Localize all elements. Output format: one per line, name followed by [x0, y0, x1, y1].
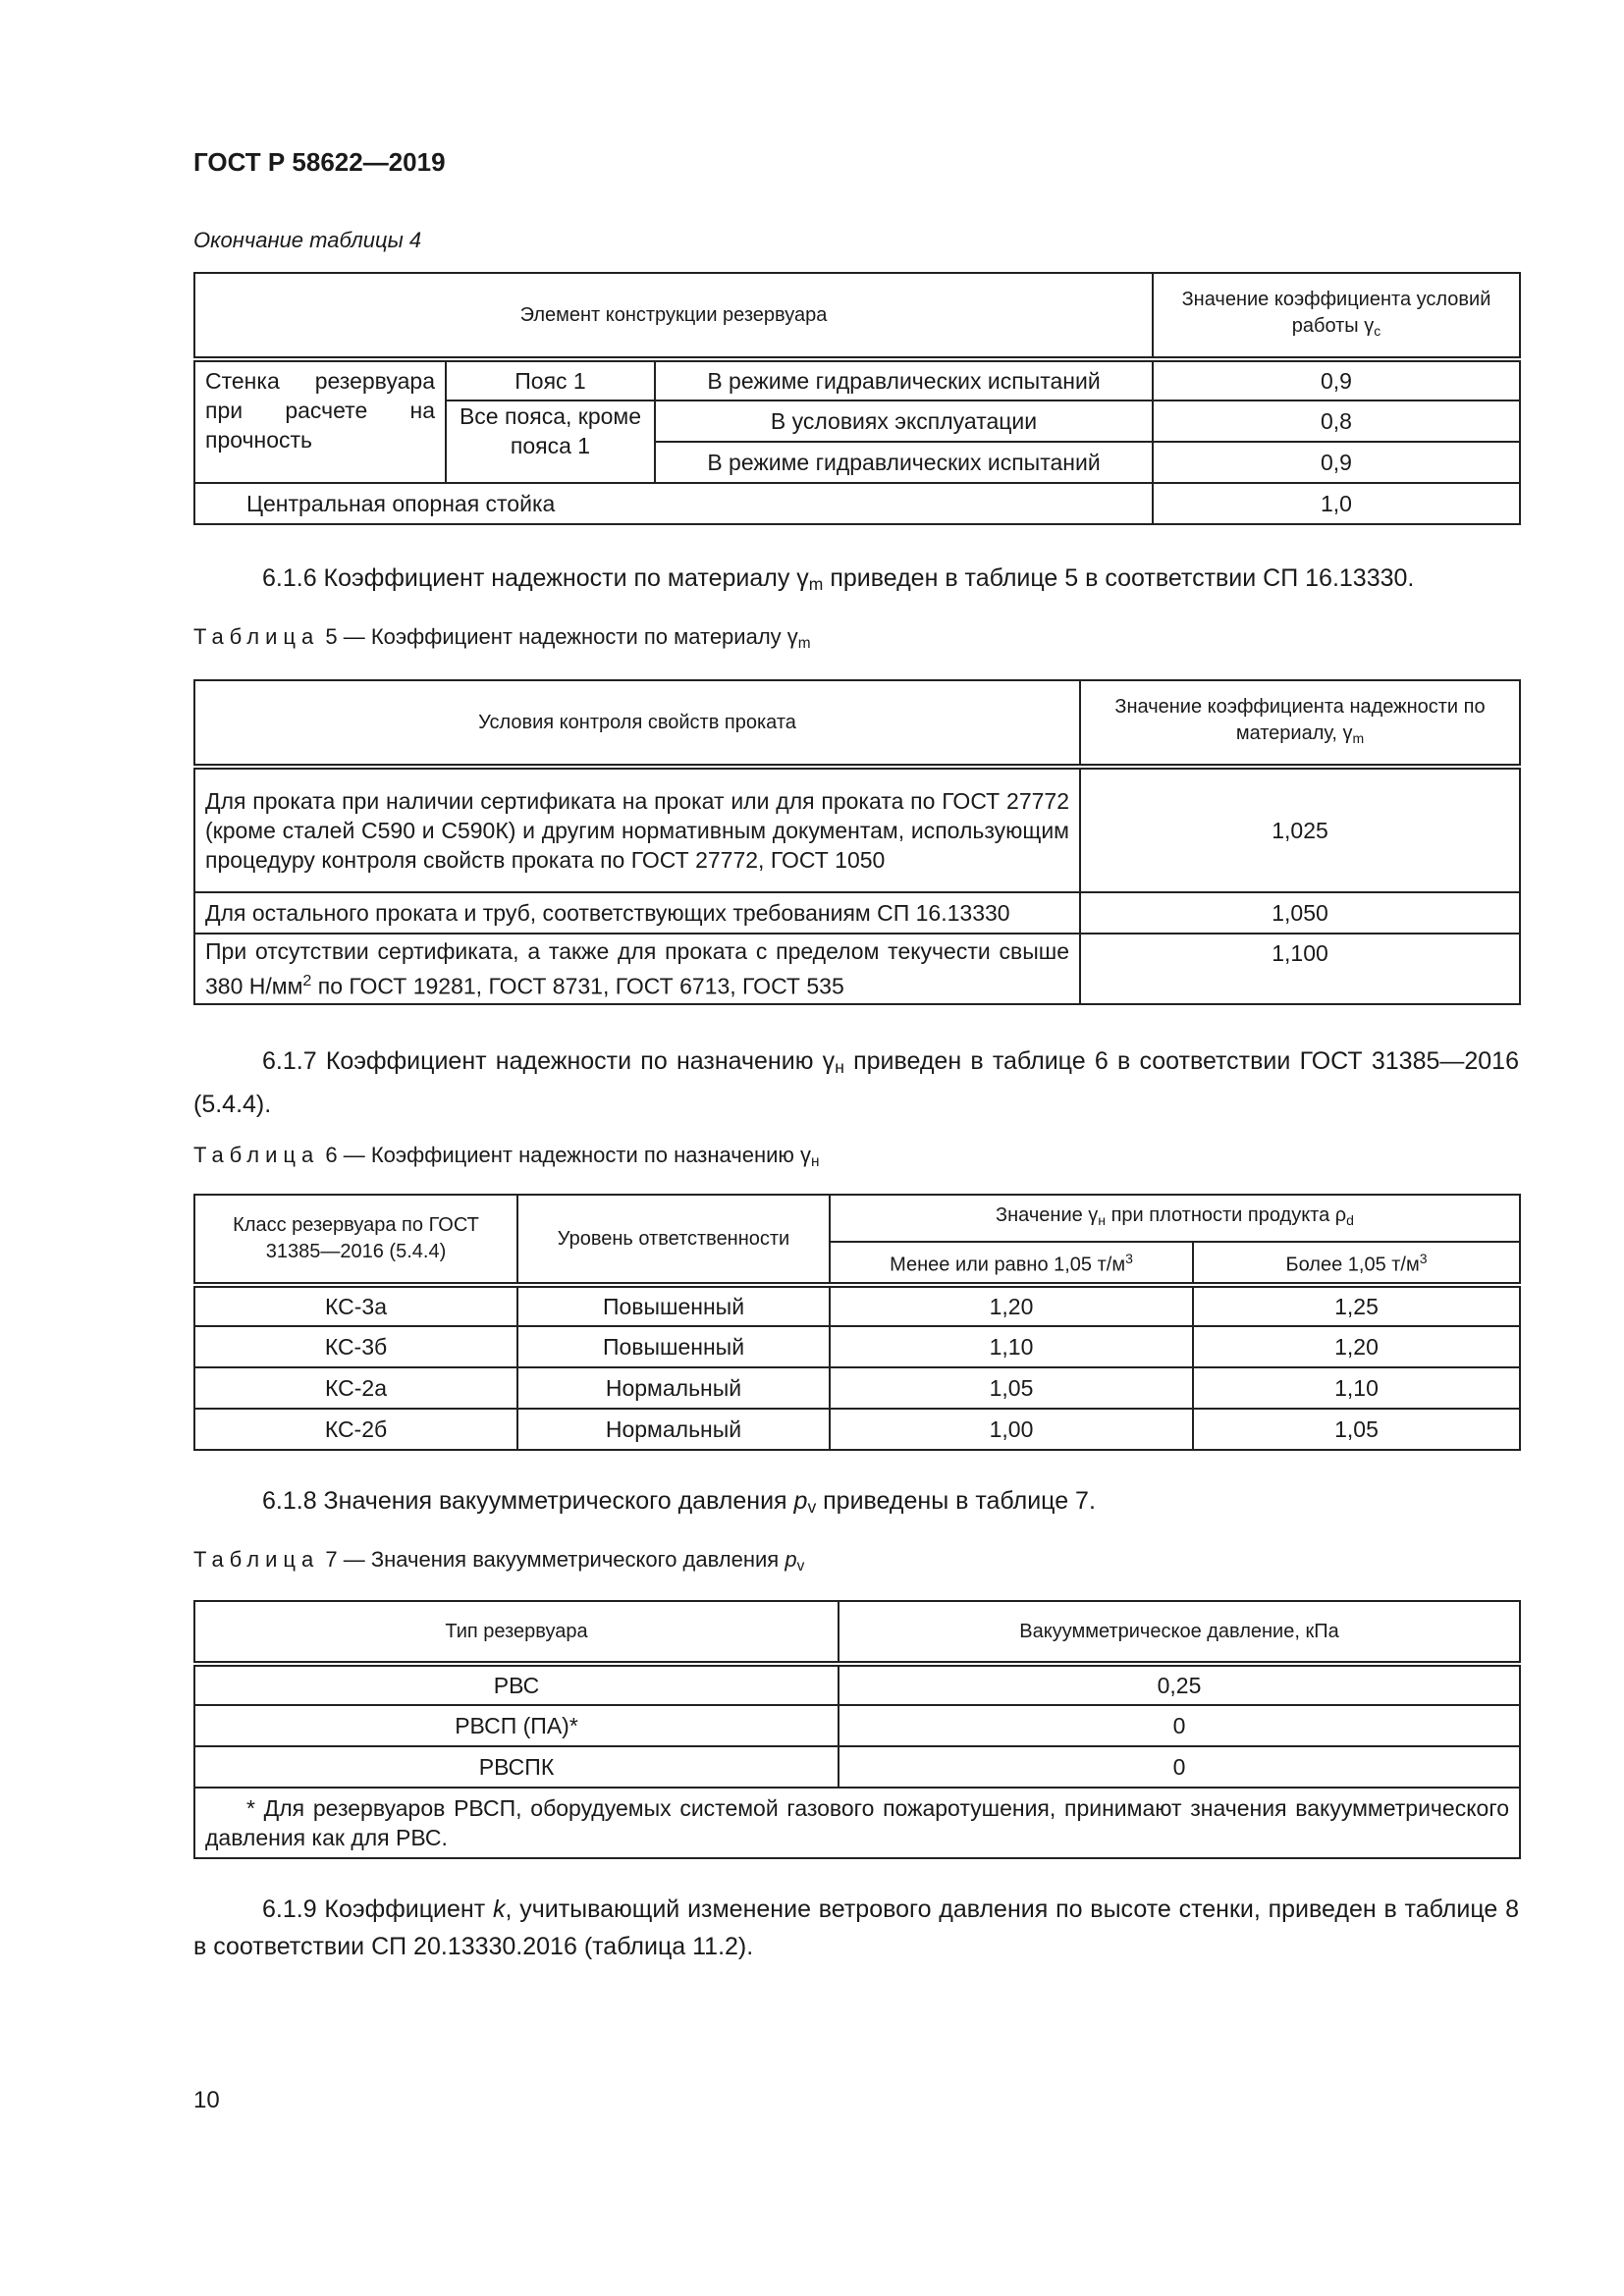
table-row [194, 892, 1520, 934]
table4-condition: В условиях эксплуатации [655, 400, 1153, 442]
table4-header-element: Элемент конструкции резервуара [194, 273, 1153, 359]
table6-class: КС-3а [194, 1285, 517, 1326]
paragraph-6-1-7: 6.1.7 Коэффициент надежности по назначению $\gamma_н$ приведен в таблице 6 в соответствии ГОСТ 31385—2016 (5.4.4). [193, 1047, 1519, 1118]
table6-caption: Таблица 6 — Коэффициент надежности по назначению $\gamma_н$ [193, 1143, 820, 1170]
paragraph-6-1-9: 6.1.9 Коэффициент k, учитывающий изменение ветрового давления по высоте стенки, приведен в таблице 8 в соответствии СП 20.13330.2016 (таблица 11.2). [193, 1896, 1519, 1960]
table6-high: 1,20 [1193, 1326, 1520, 1367]
table4-belt1: Пояс 1 [446, 359, 655, 400]
table6-header-low-density: Менее или равно 1,05 $т/м^3$ [830, 1242, 1193, 1285]
table6-low: 1,00 [830, 1409, 1193, 1450]
table7-type: РВС [194, 1664, 839, 1705]
table5-value: 1,050 [1080, 892, 1520, 934]
table4-value: 0,9 [1153, 442, 1520, 483]
table6-low: 1,20 [830, 1285, 1193, 1326]
table7-header-type: Тип резервуара [194, 1601, 839, 1664]
table4-central-label: Центральная опорная стойка [194, 483, 1153, 524]
table6-level: Нормальный [517, 1409, 830, 1450]
table-row [194, 1664, 1520, 1705]
table7-value: 0 [839, 1705, 1520, 1746]
table-row [194, 934, 1520, 1004]
table-4 [193, 272, 1521, 525]
table4-condition: В режиме гидравлических испытаний [655, 359, 1153, 400]
table4-wall-label: Стенка резервуара при расчете на прочность [194, 359, 446, 483]
table6-low: 1,05 [830, 1367, 1193, 1409]
table7-type: РВСП (ПА)* [194, 1705, 839, 1746]
table6-high: 1,10 [1193, 1367, 1520, 1409]
table-5 [193, 679, 1521, 1005]
table5-condition: При отсутствии сертификата, а также для проката с пределом текучести свыше 380 $Н/мм^2$ по ГОСТ 19281, ГОСТ 8731, ГОСТ 6713, ГОСТ 535 [194, 934, 1080, 1004]
table5-caption: Таблица 5 — Коэффициент надежности по материалу $\gamma_m$ [193, 624, 811, 652]
table4-header-value: Значение коэффициента условий работы $\gamma_c$ [1153, 273, 1520, 359]
table5-condition: Для проката при наличии сертификата на прокат или для проката по ГОСТ 27772 (кроме сталей С590 и С590К) и другим нормативным документам, использующим процедуру контроля свойств проката по ГОСТ 27772, ГОСТ 1050 [194, 767, 1080, 892]
table5-condition: Для остального проката и труб, соответствующих требованиям СП 16.13330 [194, 892, 1080, 934]
table4-value: 0,8 [1153, 400, 1520, 442]
table6-high: 1,05 [1193, 1409, 1520, 1450]
table7-value: 0,25 [839, 1664, 1520, 1705]
paragraph-6-1-6: 6.1.6 Коэффициент надежности по материалу $\gamma_m$ приведен в таблице 5 в соответствии СП 16.13330. [262, 564, 1415, 594]
table5-value: 1,025 [1080, 767, 1520, 892]
table5-value: 1,100 [1080, 934, 1520, 1004]
table4-value: 0,9 [1153, 359, 1520, 400]
table7-value: 0 [839, 1746, 1520, 1788]
table-row [194, 483, 1520, 524]
table7-caption: Таблица 7 — Значения вакуумметрического давления $p_v$ [193, 1547, 805, 1575]
table-6 [193, 1194, 1521, 1451]
table4-condition: В режиме гидравлических испытаний [655, 442, 1153, 483]
table6-class: КС-2а [194, 1367, 517, 1409]
table4-continuation-caption: Окончание таблицы 4 [193, 228, 422, 252]
table-row [194, 359, 1520, 400]
table6-header-high-density: Более 1,05 $т/м^3$ [1193, 1242, 1520, 1285]
table7-type: РВСПК [194, 1746, 839, 1788]
paragraph-6-1-8: 6.1.8 Значения вакуумметрического давления $p_v$ приведены в таблице 7. [262, 1487, 1096, 1517]
table4-other-belts: Все пояса, кроме пояса 1 [446, 400, 655, 483]
table-row [194, 1367, 1520, 1409]
table-row [194, 1705, 1520, 1746]
document-header: ГОСТ Р 58622—2019 [193, 147, 446, 177]
table-row [194, 1788, 1520, 1858]
table6-low: 1,10 [830, 1326, 1193, 1367]
table5-header-conditions: Условия контроля свойств проката [194, 680, 1080, 767]
table6-high: 1,25 [1193, 1285, 1520, 1326]
table-row [194, 1326, 1520, 1367]
table6-class: КС-3б [194, 1326, 517, 1367]
table6-level: Нормальный [517, 1367, 830, 1409]
table7-header-pressure: Вакуумметрическое давление, кПа [839, 1601, 1520, 1664]
table-7 [193, 1600, 1521, 1859]
table-row [194, 1746, 1520, 1788]
table4-central-value: 1,0 [1153, 483, 1520, 524]
table6-level: Повышенный [517, 1285, 830, 1326]
table6-header-value: Значение $\gamma_н$ при плотности продукта $\rho_d$ [830, 1195, 1520, 1242]
table6-class: КС-2б [194, 1409, 517, 1450]
table-row [194, 1285, 1520, 1326]
table5-header-value: Значение коэффициента надежности по материалу, $\gamma_m$ [1080, 680, 1520, 767]
table6-level: Повышенный [517, 1326, 830, 1367]
page-number: 10 [193, 2087, 220, 2113]
table6-header-level: Уровень ответственности [517, 1195, 830, 1285]
table-row [194, 767, 1520, 892]
table-row [194, 1409, 1520, 1450]
table7-footnote: * Для резервуаров РВСП, оборудуемых системой газового пожаротушения, принимают значения вакуумметрического давления как для РВС. [194, 1788, 1520, 1858]
table6-header-class: Класс резервуара по ГОСТ 31385—2016 (5.4.4) [194, 1195, 517, 1285]
